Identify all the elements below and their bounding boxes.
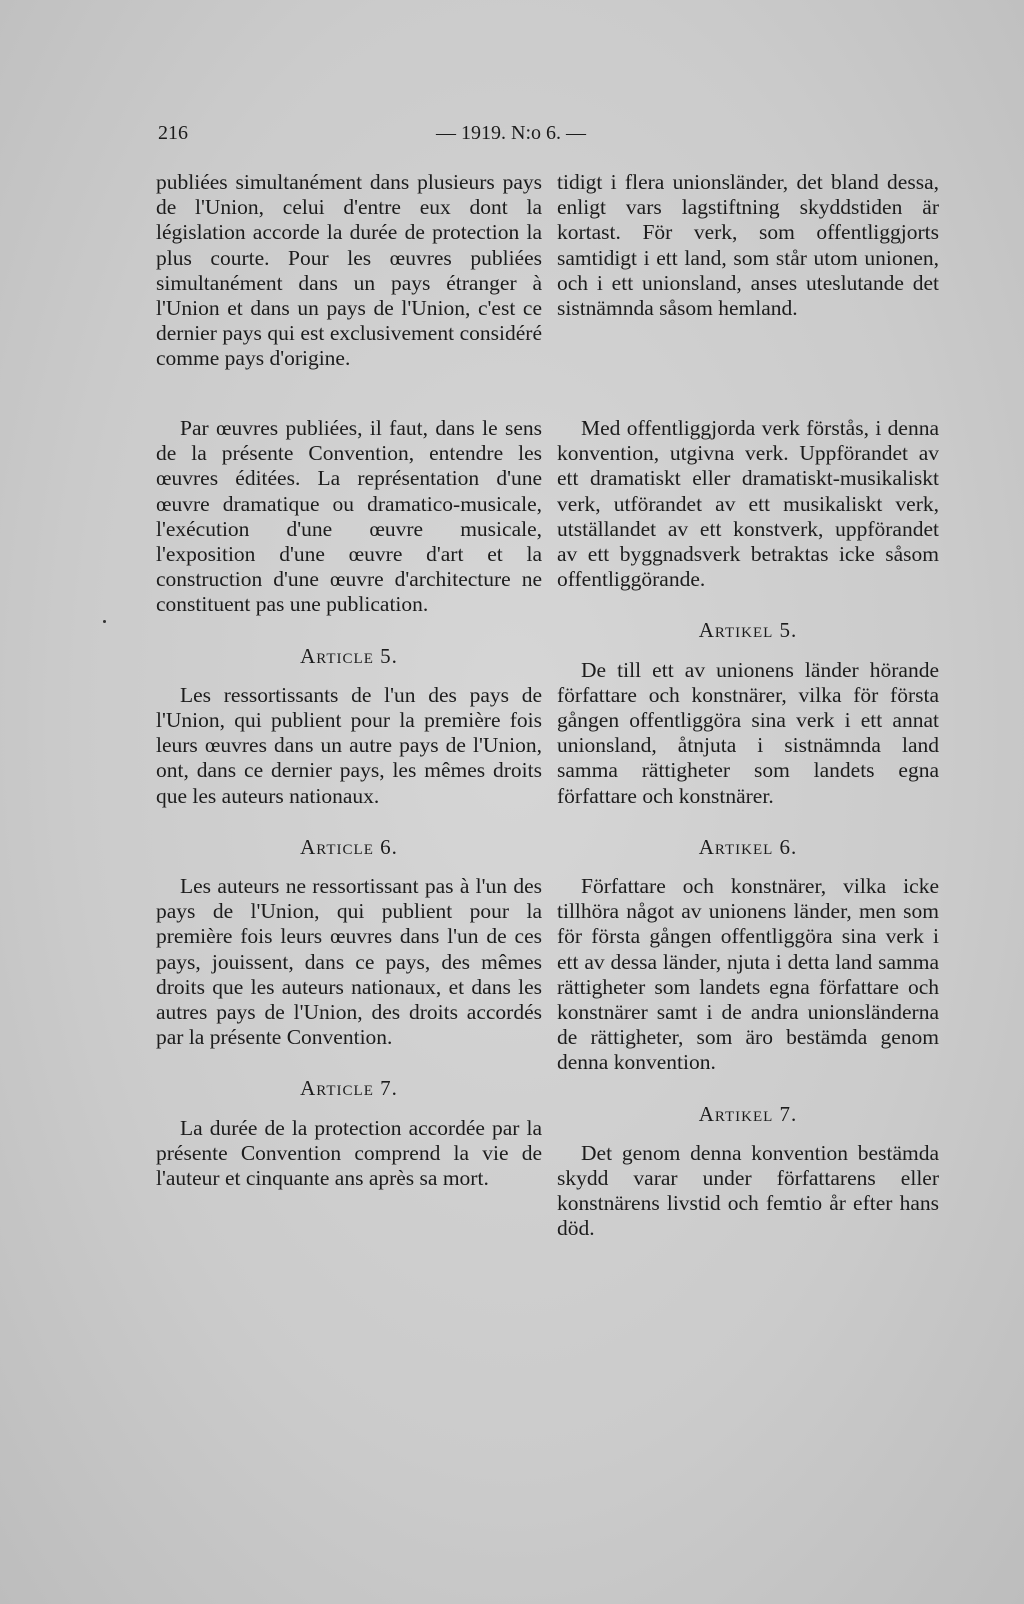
swedish-article-5-heading: Artikel 5. <box>698 618 798 643</box>
french-article-6-heading: Article 6. <box>300 834 398 859</box>
page-number: 216 <box>158 122 188 144</box>
print-speck <box>103 620 106 623</box>
french-article-7-heading: Article 7. <box>300 1076 398 1101</box>
french-paragraph-2: Par œuvres publiées, il faut, dans le sens de la présente Convention, entendre les œuvres éditées. La représentation d'une œuvre dramatique ou dramatico-musicale, l'exécution d'une œuvre musicale, l'exposition d'une œuvre d'art et la construction d'une œuvre d'architecture ne constituent pas une publication. <box>156 416 542 617</box>
french-article-6-text: Les auteurs ne ressortissant pas à l'un des pays de l'Union, qui publient pour la première fois leurs œuvres dans l'un de ces pays, jouissent, dans ce pays, des mêmes droits que les auteurs nationaux, et dans les autres pays de l'Union, des droits accordés par la présente Convention. <box>156 874 542 1050</box>
swedish-column <box>557 170 939 1242</box>
french-paragraph-1: publiées simultanément dans plusieurs pays de l'Union, celui d'entre eux dont la législation accorde la durée de protection la plus courte. Pour les œuvres publiées simultanément dans un pays étranger à l'Union et dans un pays de l'Union, c'est ce dernier pays qui est exclusivement considéré comme pays d'origine. <box>156 170 542 371</box>
french-column <box>156 170 542 1191</box>
swedish-paragraph-2: Med offentliggjorda verk förstås, i denna konvention, utgivna verk. Uppförandet av ett dramatiskt eller dramatiskt-musikaliskt verk, utförandet av ett musikaliskt verk, utställandet av ett konstverk, uppförandet av ett byggnadsverk betraktas icke såsom offentliggörande. <box>557 416 939 592</box>
french-article-7-text: La durée de la protection accordée par la présente Convention comprend la vie de l'auteur et cinquante ans après sa mort. <box>156 1115 542 1191</box>
running-title: — 1919. N:o 6. — <box>436 122 586 144</box>
swedish-article-7-heading: Artikel 7. <box>698 1101 798 1126</box>
page-header <box>158 122 658 150</box>
swedish-article-5-text: De till ett av unionens länder hörande författare och konstnärer, vilka för första gången offentliggöra sina verk i ett annat unionsland, åtnjuta i sistnämnda land samma rättigheter som landets egna författare och konstnärer. <box>557 657 939 808</box>
french-article-5-text: Les ressortissants de l'un des pays de l'Union, qui publient pour la première fois leurs œuvres dans un autre pays de l'Union, ont, dans ce dernier pays, les mêmes droits que les auteurs nationaux. <box>156 682 542 808</box>
swedish-article-6-heading: Artikel 6. <box>698 834 798 859</box>
swedish-paragraph-1: tidigt i flera unionsländer, det bland dessa, enligt vars lagstiftning skyddstiden är kortast. För verk, som offentliggjorts samtidigt i ett land, som står utom unionen, och i ett unionsland, anses uteslutande det sistnämnda såsom hemland. <box>557 170 939 321</box>
french-article-5-heading: Article 5. <box>300 643 398 668</box>
swedish-article-6-text: Författare och konstnärer, vilka icke tillhöra något av unionens länder, men som för första gången offentliggöra sina verk i ett av dessa länder, njuta i detta land samma rättigheter som landets egna författare och konstnärer samt i de andra unionsländerna de rättigheter, som äro bestämda genom denna konvention. <box>557 874 939 1075</box>
swedish-article-7-text: Det genom denna konvention bestämda skydd varar under författarens eller konstnärens livstid och femtio år efter hans död. <box>557 1140 939 1241</box>
